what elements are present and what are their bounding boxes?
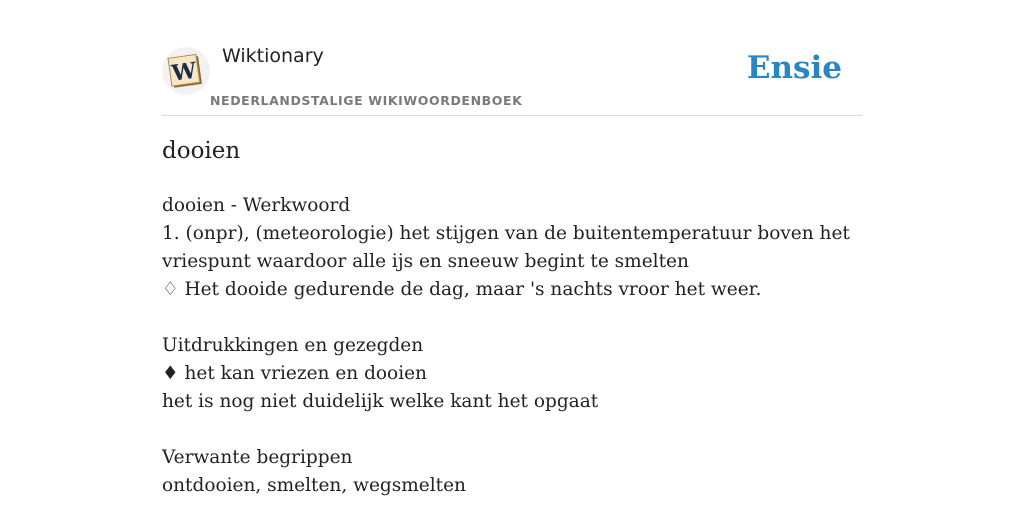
definition-line: vriespunt waardoor alle ijs en sneeuw begint te smelten — [162, 251, 689, 272]
page — [162, 0, 862, 512]
expressions-heading: Uitdrukkingen en gezegden — [162, 335, 424, 356]
ensie-brand-link[interactable]: Ensie — [746, 50, 842, 86]
related-heading: Verwante begrippen — [162, 447, 353, 468]
entry-heading-line: dooien - Werkwoord — [162, 195, 351, 216]
svg-text:W: W — [170, 57, 199, 87]
related-terms: ontdooien, smelten, wegsmelten — [162, 475, 466, 496]
site-subtitle: NEDERLANDSTALIGE WIKIWOORDENBOEK — [210, 93, 523, 108]
spacer — [162, 304, 862, 332]
expression: ♦ het kan vriezen en dooien — [162, 363, 427, 384]
site-name[interactable]: Wiktionary — [222, 45, 324, 67]
wiktionary-logo-icon[interactable] — [162, 47, 210, 95]
definition-line: 1. (onpr), (meteorologie) het stijgen van de buitentemperatuur boven het — [162, 223, 850, 244]
page-title: dooien — [162, 138, 241, 164]
site-header — [162, 0, 862, 116]
entry-content — [162, 192, 862, 500]
example-sentence: ♢ Het dooide gedurende de dag, maar 's nachts vroor het weer. — [162, 279, 762, 300]
expression-meaning: het is nog niet duidelijk welke kant het opgaat — [162, 391, 599, 412]
spacer — [162, 416, 862, 444]
